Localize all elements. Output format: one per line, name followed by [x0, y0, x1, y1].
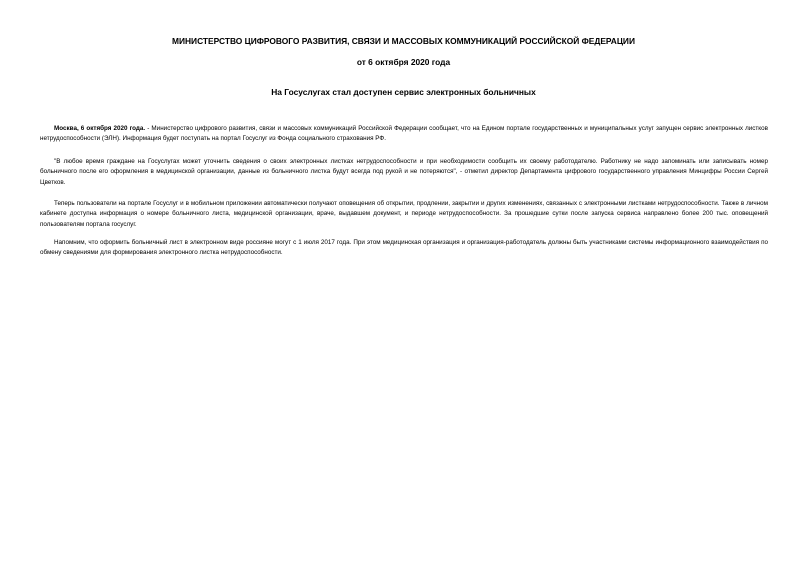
paragraph-1-text: - Министерство цифрового развития, связи и массовых коммуникаций Российской Федерации сообщает, что на Едином портале государственных и муниципальных услуг запущен сервис электронных листков нетрудоспособности (ЭЛН). Информация будет поступать на портал Госуслуг из Фонда социального страхования РФ. — [40, 125, 768, 143]
paragraph-1-lead: Москва, 6 октября 2020 года. — [54, 125, 146, 132]
ministry-title: МИНИСТЕРСТВО ЦИФРОВОГО РАЗВИТИЯ, СВЯЗИ И МАССОВЫХ КОММУНИКАЦИЙ РОССИЙСКОЙ ФЕДЕРАЦИИ — [172, 36, 635, 46]
paragraph-3: Теперь пользователи на портале Госуслуг и в мобильном приложении автоматически получают оповещения об открытии, продлении, закрытии и других изменениях, связанных с электронными листками нетрудоспособности. Также в личном кабинете доступна информация о номере больничного листа, медицинской организации, враче, выдавшем документ, и периоде нетрудоспособности. За прошедшие сутки после запуска сервиса направлено более 200 тыс. оповещений пользователям портала госуслуг. — [40, 200, 768, 228]
paragraph-4: Напомним, что оформить больничный лист в электронном виде россияне могут с 1 июля 2017 года. При этом медицинская организация и организация-работодатель должны быть участниками системы информационного взаимодействия по обмену сведениями для формирования электронного листка нетрудоспособности. — [40, 239, 768, 257]
paragraph-2: "В любое время граждане на Госуслугах может уточнить сведения о своих электронных листках нетрудоспособности и при необходимости сообщить их своему работодателю. Работнику не надо запоминать или записывать номер больничного после его оформления в медицинской организации, данные из больничного листка будут всегда под рукой и не потеряются", - отметил директор Департамента цифрового государственного управления Минцифры России Сергей Цветков. — [40, 158, 768, 186]
document-date: от 6 октября 2020 года — [356, 57, 451, 67]
paragraph-1 — [40, 124, 768, 145]
document-headline: На Госуслугах стал доступен сервис электронных больничных — [271, 87, 536, 97]
